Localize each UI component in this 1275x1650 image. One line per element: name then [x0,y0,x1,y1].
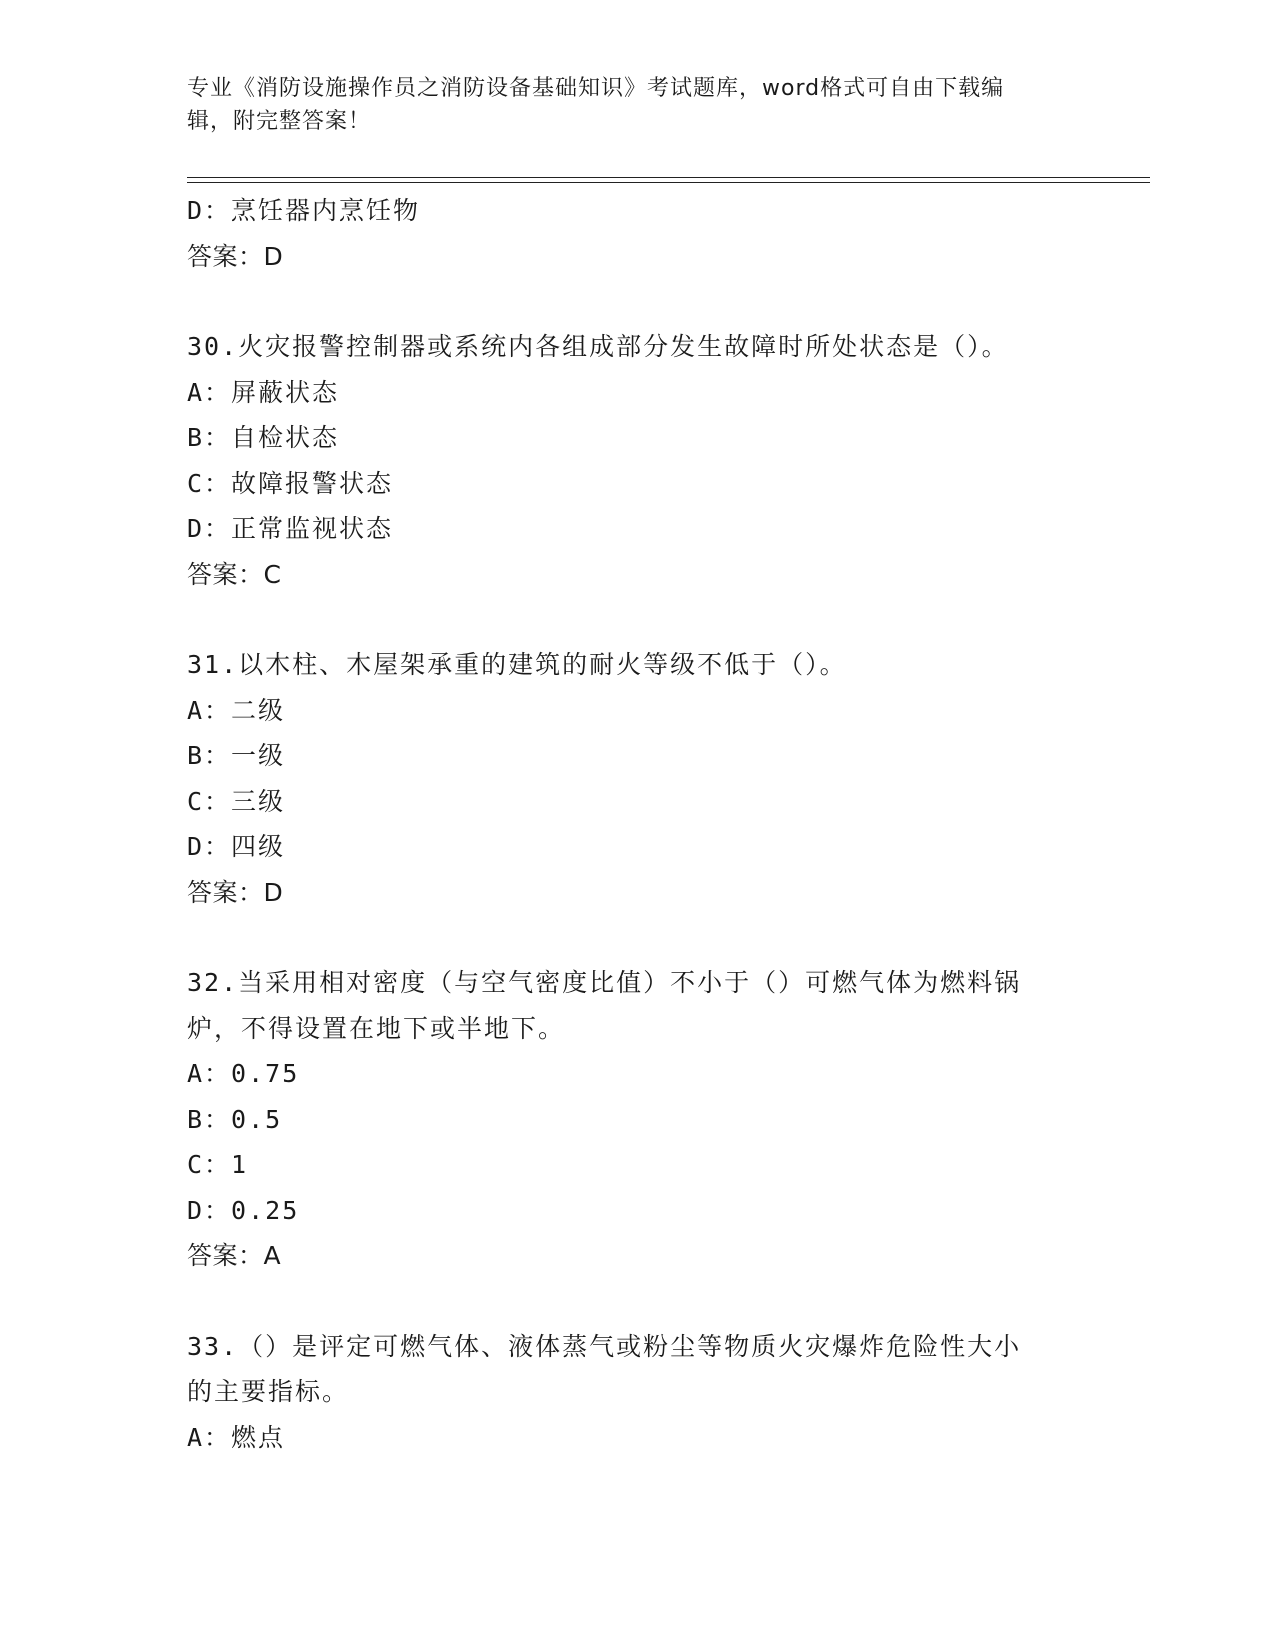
option-a: A：燃点 [187,1422,286,1452]
spacer [187,1279,1087,1324]
option-b: B：0.5 [187,1104,283,1134]
carryover-answer: 答案：D [187,241,284,271]
answer: 答案：D [187,877,284,907]
option-d: D：0.25 [187,1195,300,1225]
answer: 答案：A [187,1241,282,1270]
question-32 [187,960,1087,1279]
question-stem-line-2: 炉，不得设置在地下或半地下。 [187,1013,566,1043]
option-a: A：0.75 [187,1059,300,1088]
header-line-1: 专业《消防设施操作员之消防设备基础知识》考试题库，word格式可自由下载编 [187,76,1005,101]
question-31 [187,642,1087,915]
question-list [187,188,1087,1460]
option-d: D：四级 [187,832,286,861]
option-a: A：二级 [187,695,286,725]
question-33 [187,1324,1087,1461]
question-stem-line-1: 32.当采用相对密度（与空气密度比值）不小于（）可燃气体为燃料锅 [187,968,1022,997]
question-stem: 31.以木柱、木屋架承重的建筑的耐火等级不低于（）。 [187,650,847,679]
option-d: D：正常监视状态 [187,514,394,543]
option-b: B：自检状态 [187,423,340,452]
answer: 答案：C [187,559,282,589]
carryover-option-d: D：烹饪器内烹饪物 [187,196,421,225]
document-header [187,72,1087,138]
header-line-2: 辑，附完整答案！ [187,109,372,134]
spacer [187,915,1087,960]
question-stem-line-2: 的主要指标。 [187,1377,350,1406]
question-stem-line-1: 33.（）是评定可燃气体、液体蒸气或粉尘等物质火灾爆炸危险性大小 [187,1331,1022,1361]
option-c: C：故障报警状态 [187,468,394,498]
option-b: B：一级 [187,741,286,770]
header-divider-thin [187,182,1150,183]
spacer [187,279,1087,324]
option-a: A：屏蔽状态 [187,377,340,407]
spacer [187,597,1087,642]
question-stem: 30.火灾报警控制器或系统内各组成部分发生故障时所处状态是（）。 [187,332,1009,361]
question-30 [187,324,1087,597]
option-c: C：1 [187,1150,249,1179]
option-c: C：三级 [187,786,286,816]
header-divider-thick [187,177,1150,178]
